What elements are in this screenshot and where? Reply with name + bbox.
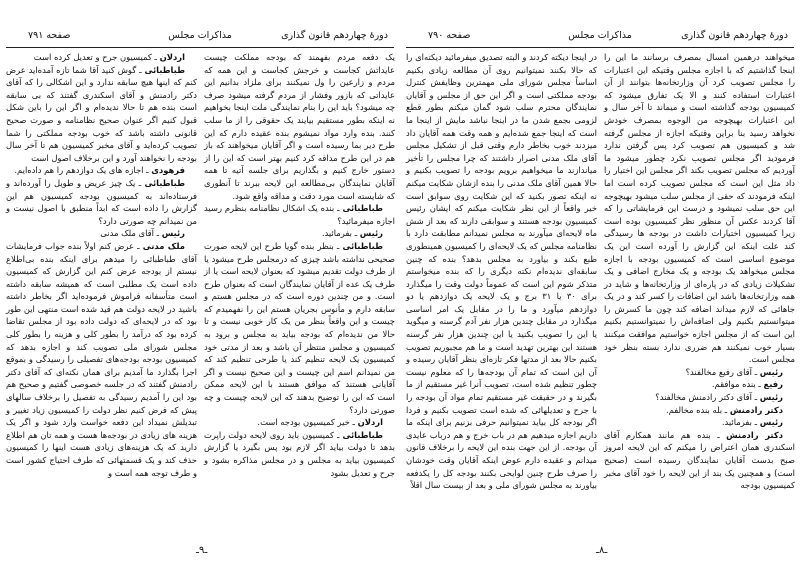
page-header: [408, 30, 792, 46]
paragraph: [604, 391, 795, 404]
speaker-name: رئیس: [161, 228, 185, 239]
paragraph-text: در اینجا دیکته کردند و البته تصدیق میفرمائید دیکته‌ای را که حالا بکنند نمیتوانیم روی آن مطالعه زیادی بکنیم اساساً مجلس شورای ملی مهمترین وظایفش کنترل بودجه مملکتی است و اگر این حق از مجلس و آقایان نمایندگان محترم سلب شود گمان میکنم بطور قطع لزومی بجمع شدن ما در اینجا نباشد مایش از اینجا ما است که اینجا جمع شده‌ایم و همه وقت همه آقایان داد میزدند خوب بخاطر دارم وقتی قبل از تشکیل مجلس آقای ملک مدنی اصرار داشتند که چرا مجلس را تأخیر میاندازند ما میخواهیم برویم بودجه را تصویب بکنیم و حالا همین آقای ملک مدنی را بنده ازشان شکایت میکنم نه اینکه تصور بکنید که این شکایت روی سوابق است خیر واقعاً از این نظر شکایت میکنم که ایشان رئیس کمیسیون بودجه هستند و سوابقی دارند که بعد از شش ماه لایحه‌ای میآورند به مجلس نمیدانم مطابقت دارد با نظامنامه مجلس که یک لایحه‌ای را کمیسیون همینطوری طبع بکند و بیاورد به مجلس بدهد؟ بنده که چنین سابقه‌ای ندیده‌ام نکته دیگری را که بنده میخواستم متذکر شوم این است که عموماً دولت وقت را میگذارد برای ۳۰ یا ۳۱ برج و یک لایحه یک دوازدهم یا دو دوازدهم میآورد و ما را در مقابل یک امر اساسی میگذارد در مقابل چندین هزار نفر آدم گرسنه و میگوید یا این را تصویب بکنید یا این چندین هزار نفر گرسنه هستند این بهترین تهدید است و ما هم مجبوریم تصویب بکنیم حالا بعد از مدتها فکر تازه‌ای بنظر آقایان رسیده و آن این است که تمام آن بودجه‌ها را که معلوم نیست چطور تنظیم شده است، تصویب آنرا غیر مستقیم از ما بگیرند و در حقیقت غیر مستقیم تمام مواد آن بودجه را با جرح و تعدیلهائی که شده است تصویب بکنیم و فردا اگر بودجه کل بیاید نمیتوانیم حرفی بزنیم برای اینکه ما داریم اجازه میدهیم هم در باب خرج و هم درباب عایدی آن بودجه. از این جهت بنده این لایحه را برخلاف قانون میدانم و عقیده دارم عوض اینکه آقایان وقت خودشان را صرف طرح چنین لوایحی بکنند بودجه کل را یکدفعه بیاورند به مجلس شورای ملی و بعد از بیست سال اقلاً: [406, 52, 597, 491]
paragraph-text: ـ عرض کنم اولاً بنده جواب فرمایشات آقای طباطبائی را میدهم برای اینکه بنده بی‌اطلاع نیستم از بودجه عرض کنم این گزارش که کمیسیون داده است یک مطلبی است که همیشه سابقه داشته است متأسفانه فراموش فرموده‌اید اگر بخاطر داشته باشید در لایحه دولت هم قید شده است منتهی این طور بود که در لایحه‌ای که دولت داده بود از مجلس تقاضا کرده بود که درآمد را بطور کلی و هزینه را بطور کلی مجلس شورای ملی تصویب کند و اجازه بدهد که کمیسیون بودجه بودجه‌های تفصیلی را رسیدگی و بموقع اجرا بگذارد ما آمدیم برای همان نکته‌ای که آقای دکتر رادمنش گفتند که در جلسه خصوصی گفتیم و صحیح هم بود این را آمدیم رسیدگی به تفصیل را برخلاف سالهای پیش که فرض کنیم نظر دولت را کمیسیون زیاد تغییر و تبدیلش نمیداد این دفعه خواست وارد شود و اگر یک هزینه های زیادی در بودجه‌ها هست و همه تان هم اطلاع دارید که یک هزینه‌های زیادی هست اینها را کمیسیون حذف کند و یک قسمتهائی که طرف احتیاج کشور است و طرف توجه همه است و: [6, 240, 197, 478]
running-title: مذاکرات مجلس: [568, 30, 632, 41]
page-790: [400, 0, 800, 580]
page-footer-number: ـ۹ـ: [196, 545, 208, 556]
session-period: دورهٔ چهاردهم قانون گذاری: [681, 30, 788, 41]
paragraph: [604, 366, 795, 379]
page-footer-number: ـ۸ـ: [596, 545, 608, 556]
paragraph-text: ـ آقای دکتر رادمنش مخالفند؟: [655, 392, 760, 403]
session-period: دورهٔ چهاردهم قانون گذاری: [281, 30, 388, 41]
paragraph-text: ـ کمیسیون جرح و تعدیل کرده است: [33, 52, 160, 62]
speaker-name: دکتر رادمنش: [729, 404, 783, 415]
page-number: صفحه ۷۹۰: [428, 30, 471, 41]
paragraph: [6, 227, 197, 240]
speaker-name: اردلان: [357, 417, 383, 428]
paragraph-text: ـ گوش کنید آقا شما تازه آمده‌اید عرض کنم که اینها هیچ سابقه ندارد و این اشکالی را که آقای دکتر رادمنش و آقای اسکندری گفتند که بی سابقه است بنده هم تا حالا ندیده‌ام و اگر این را باین شکل قبول کنیم اگر عنوان صحیح نظامنامه و صورت صحیح قانونی داشته باشد که خوب بودجه مملکتی را شما تصویب کرده‌اید و آقای مخبر کمیسیون هم تا آخر سال بودجه را نخواهند آورد و این برخلاف اصول است: [6, 64, 197, 163]
paragraph-text: ـ کمیسیون باید روی لایحه دولت راپرت بدهد تا دولت بیاید اگر لازم بود پس بگیرد یا گزارش کمیسیون بیاید به مجلس و در مجلس مذاکره بشود و جرح و تعدیل بشود: [204, 429, 395, 478]
speaker-name: فرهودی: [151, 165, 185, 176]
speaker-name: طباطبائی: [342, 429, 383, 440]
paragraph-text: ـ آقای رفیع مخالفند؟: [685, 366, 760, 377]
paragraph-text: ـ بنده موافقم.: [711, 379, 764, 390]
paragraph-text: ـ بنده یک اشکال نظامنامه بنظرم رسید اجازه میفرمائید؟: [204, 203, 395, 226]
speaker-name: طباطبائی: [342, 240, 383, 251]
paragraph: [6, 164, 197, 177]
paragraph: [6, 51, 197, 64]
paragraph: [406, 51, 597, 492]
paragraph-text: ـ بنظر بنده گویا طرح این لایحه صورت صحیحی نداشته باشد چیزی که درمجلس طرح میشود یا از طرف دولت تقدیم میشود که بعنوان لایحه است یا از طرف یک عده از آقایان نمایندگان است که بعنوان طرح است. و من چندین دوره است که در مجلس هستم و سابقه دارم و مأنوس بجریان هستم این را نفهمیدم که چیست و این واقعاً بنظر من یک کار خوبی نیست و تا حالا من ندیده‌ام که بودجه بیاید به مجلس و برود به کمیسیون و مجلس منتظر آن باشد و بعد از مدتی خود کمیسیون یک لایحه تنظیم کند یا طرحی تنظیم کند که من نمیدانم اسم این چیست و این صحیح نیست و اگر آقایانی هستند که موافق هستند با این لایحه ممکن است که این را توضیح بدهند که این لایحه چیست و چه صورتی دارد؟: [204, 240, 395, 415]
speaker-name: رئیس: [759, 366, 783, 377]
speaker-name: طباطبائی: [144, 177, 185, 188]
paragraph: [204, 227, 395, 240]
paragraph-text: ـ خیر کمیسیون بودجه است.: [257, 417, 358, 428]
paragraph: [6, 64, 197, 165]
paragraph: [204, 202, 395, 227]
paragraph-text: ـ یک چیز عریض و طویل را آورده‌اند و فرستاده‌اند به کمیسیون بودجه کمیسیون هم این گزارش را داده است که ابداً منطبق با اصول نیست و من نمیدانم چه صورتی دارد؟: [6, 177, 197, 226]
running-title: مذاکرات مجلس: [168, 30, 232, 41]
text-column-right: [204, 51, 395, 479]
paragraph-text: میخواهند درهمین امسال بمصرف برسانند ما این را اینجا گذاشتیم که با اجازه مجلس وقتیکه این اعتبارات را مجلس تصویب کرد آن وزارتخانه‌ها بتوانند از آن اعتبارات استفاده کنند و الا یک تفارق میشود که کمیسیون بودجه گذاشته است و میماند تا آخر سال و این اعتبارات بهیچوجه من الوجوه بمصرف خودش نخواهد رسید بنا براین وقتیکه اجازه از مجلس گرفته شد و کمیسیون هم تصویب کرد پس گرفتن ندارد فرمودید اگر مجلس تصویب نکرد چطور میشود ما آوردیم که مجلس تصویب بکند اگر مجلس این اختیار را داد مثل این است که مجلس تصویب کرده است اما اینکه فرمودند که حقی از مجلس سلب میشود بهیچوجه این حق سلب نمیشود و درست این فرمایشاتی را که آقا کردند عکس آن منظور نظر کمیسیون بوده است زیرا کمیسیون اختیارات داشت در بودجه ها رسیدگی کند علت اینکه این گزارش را آورده است این یک موضوع اساسی است که کمیسیون بودجه با اجازه مجلس میخواهد یک بودجه و یک مخارج اضافی و یک تشکیلات زیادی که در پاره‌ای از وزارتخانه‌ها و شاید در همه وزارتخانه‌ها باشد این اضافات را کسر کند و در یک جاهائی که لازم میداند اضافه کند چون ما کسرش را میتوانستیم بکنیم ولی اضافه‌اش را نمیتوانستیم بکنیم این است که از مجلس اجازه خواستیم موافقت میکنند بسیار خوب نمیکنند هم ضرری ندارد بسته بنظر خود مجلس است.: [604, 52, 795, 365]
speaker-name: طباطبائی: [144, 64, 185, 75]
speaker-name: رئیس: [759, 417, 783, 428]
paragraph-text: ـ آقای ملک مدنی: [100, 228, 162, 239]
paragraph-text: ـ بنده هم مانند همکارم آقای اسکندری همان اعتراض را میکنم که این لایحه امروز صبح بدست آقایان نمایندگان رسیده است (صحیح است) و همچنین یک بند از این لایحه را خود آقای مخبر کمیسیون بودجه: [604, 429, 795, 491]
paragraph: [6, 177, 197, 227]
page-header: [8, 30, 392, 46]
paragraph-text: ـ بله بنده مخالفم.: [666, 404, 730, 415]
paragraph: [604, 378, 795, 391]
paragraph: [604, 51, 795, 366]
page-number: صفحه ۷۹۱: [28, 30, 71, 41]
paragraph: [204, 429, 395, 479]
speaker-name: رئیس: [759, 392, 783, 403]
paragraph: [204, 51, 395, 202]
paragraph: [604, 404, 795, 417]
paragraph: [204, 240, 395, 416]
speaker-name: اردلان: [159, 52, 185, 62]
paragraph-text: ـ بفرمائید.: [321, 228, 360, 239]
paragraph-text: ـ بفرمائید.: [721, 417, 760, 428]
paragraph: [604, 429, 795, 492]
header-rule: [406, 47, 794, 48]
speaker-name: طباطبائی: [342, 203, 383, 214]
text-column-right: [604, 51, 795, 492]
paragraph-text: یک دفعه مردم بفهمند که بودجه مملکت چیست عایداتش کجاست و خرجش کجاست و این همه که مردم و زارعین را ول نمیکنند برای ملزاد بدانیم این عایداتی که بازور وفشار از مردم گرفته میشود صرف چه میشود؟ باید این را بنام نمایندگی ملت اینجا بخواهیم نه اینکه بطور مستقیم بیایند یک حقوقی را از ما سلب کنند. بنده وارد مواد نمیشوم بنده عقیده دارم که این طرح دیر بما رسیده است و اگر آقایان میخواهند که باز هم در این طرح مداقه کرد کنیم بهتر است که این را از دستور خارج کنیم و بگذاریم برای جلسه آتیه تا همه آقایان نمایندگان بی‌مطالعه این لایحه ببرند تا آنطوری که شایسته است مورد دقت و مداقه واقع شود.: [204, 52, 395, 201]
header-rule: [6, 47, 394, 48]
speaker-name: دکتر رادمنش: [726, 429, 783, 440]
text-column-left: [406, 51, 597, 492]
text-column-left: [6, 51, 197, 479]
paragraph: [204, 416, 395, 429]
speaker-name: ملک مدنی: [142, 240, 185, 251]
paragraph: [6, 240, 197, 479]
paragraph-text: ـ اجازه های یک دوازدهم را هم داده‌ایم.: [14, 165, 152, 176]
speaker-name: رئیس: [359, 228, 383, 239]
speaker-name: رفیع: [763, 379, 783, 390]
paragraph: [604, 416, 795, 429]
